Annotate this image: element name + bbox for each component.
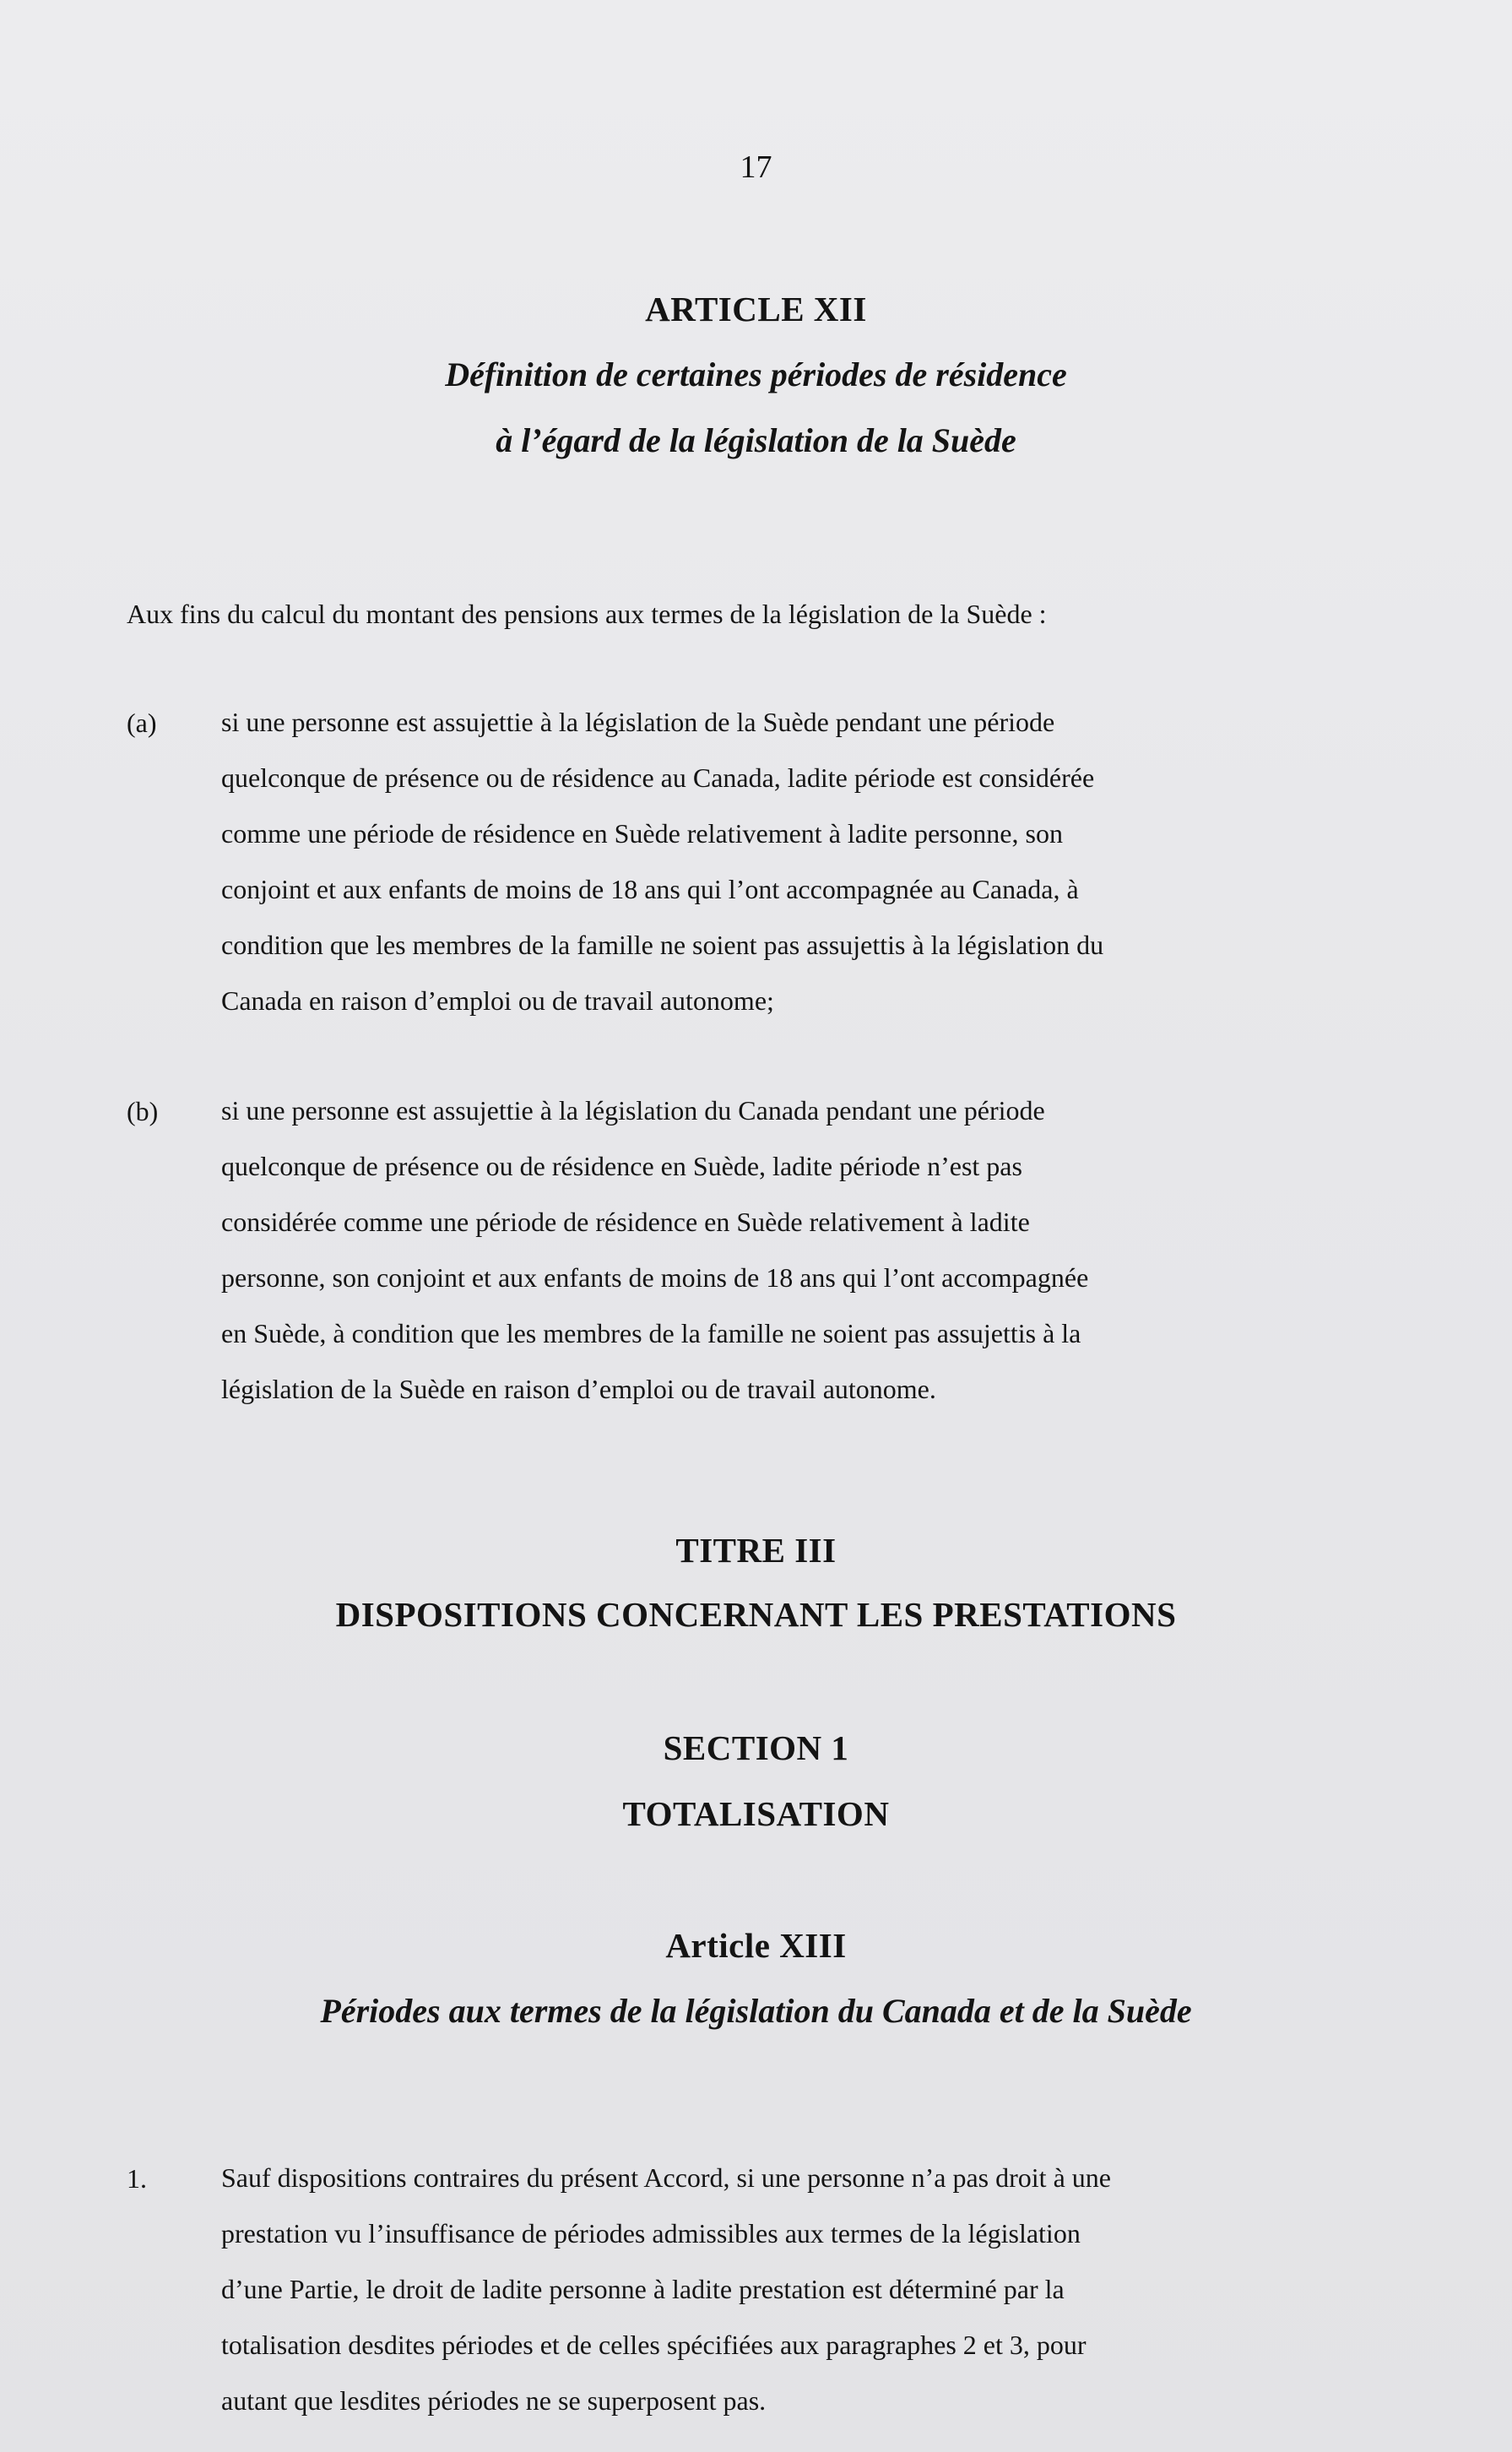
item-a-label: (a) [127, 708, 157, 738]
item-1-label: 1. [127, 2163, 147, 2194]
item-b-line: si une personne est assujettie à la législation du Canada pendant une période [221, 1095, 1045, 1126]
article-xiii-subtitle: Périodes aux termes de la législation du Canada et de la Suède [320, 1992, 1192, 2030]
item-b-line: considérée comme une période de résidence en Suède relativement à ladite [221, 1207, 1030, 1237]
item-1-line: autant que lesdites périodes ne se superposent pas. [221, 2385, 767, 2416]
article-xiii-title: Article XIII [665, 1926, 847, 1965]
item-a-line: condition que les membres de la famille ne soient pas assujettis à la législation du [221, 930, 1104, 960]
titre-iii-subtitle: DISPOSITIONS CONCERNANT LES PRESTATIONS [335, 1595, 1177, 1634]
item-1-line: Sauf dispositions contraires du présent Accord, si une personne n’a pas droit à une [221, 2162, 1111, 2193]
item-a-line: quelconque de présence ou de résidence au Canada, ladite période est considérée [221, 762, 1095, 793]
article-xii-intro: Aux fins du calcul du montant des pensions aux termes de la législation de la Suède : [127, 599, 1047, 629]
item-b-line: législation de la Suède en raison d’emploi ou de travail autonome. [221, 1374, 936, 1404]
item-a-line: Canada en raison d’emploi ou de travail autonome; [221, 985, 774, 1016]
item-1-line: d’une Partie, le droit de ladite personne à ladite prestation est déterminé par la [221, 2274, 1065, 2304]
item-b-line: personne, son conjoint et aux enfants de moins de 18 ans qui l’ont accompagnée [221, 1262, 1089, 1293]
item-a-line: si une personne est assujettie à la législation de la Suède pendant une période [221, 707, 1055, 737]
item-1-line: prestation vu l’insuffisance de périodes admissibles aux termes de la législation [221, 2218, 1081, 2249]
item-1-line: totalisation desdites périodes et de celles spécifiées aux paragraphes 2 et 3, pour [221, 2330, 1087, 2360]
item-b-line: en Suède, à condition que les membres de la famille ne soient pas assujettis à la [221, 1318, 1081, 1348]
section-1-title: SECTION 1 [663, 1728, 849, 1767]
item-a-text [221, 694, 1103, 1028]
item-a-line: conjoint et aux enfants de moins de 18 ans qui l’ont accompagnée au Canada, à [221, 874, 1079, 904]
page-number: 17 [740, 149, 772, 185]
titre-iii-title: TITRE III [675, 1531, 837, 1570]
item-b-line: quelconque de présence ou de résidence en Suède, ladite période n’est pas [221, 1151, 1022, 1181]
article-xii-title: ARTICLE XII [645, 290, 867, 328]
item-1-text [221, 2150, 1111, 2428]
item-b-text [221, 1082, 1088, 1417]
item-a-line: comme une période de résidence en Suède relativement à ladite personne, son [221, 818, 1063, 849]
section-1-subtitle: TOTALISATION [622, 1794, 890, 1833]
article-xii-subtitle-line1: Définition de certaines périodes de résidence [445, 355, 1067, 393]
article-xii-subtitle-line2: à l’égard de la législation de la Suède [496, 421, 1016, 459]
item-b-label: (b) [127, 1096, 159, 1126]
